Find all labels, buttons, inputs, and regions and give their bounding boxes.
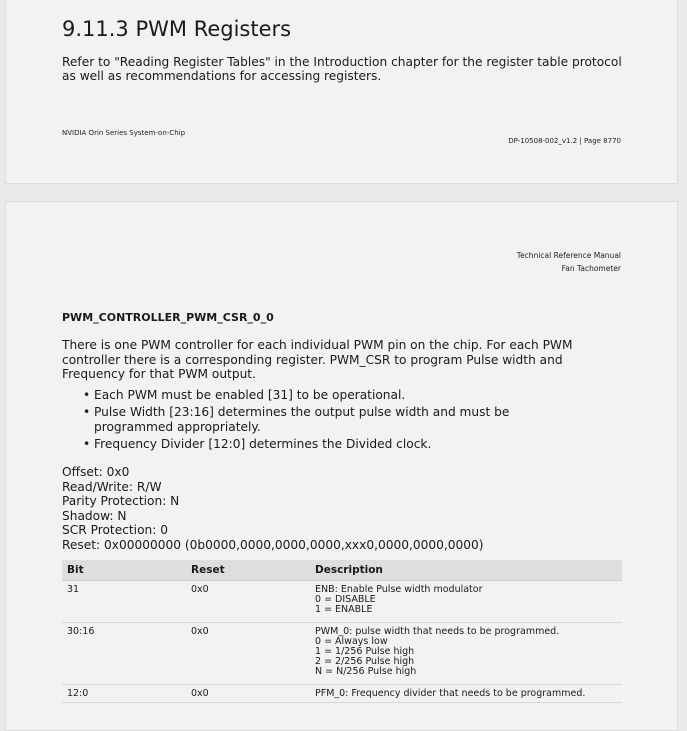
description-line: 0 = Always low	[315, 636, 388, 647]
table-header-row	[62, 560, 622, 581]
document-page-2	[5, 201, 678, 731]
cell-bit: 12:0	[62, 685, 186, 703]
table-row	[62, 685, 622, 703]
header-manual-title: Technical Reference Manual	[516, 251, 621, 260]
description-line: PFM_0: Frequency divider that needs to be programmed.	[315, 688, 586, 699]
prop-scr: SCR Protection: 0	[62, 523, 168, 538]
cell-bit: 31	[62, 581, 186, 623]
document-page-1	[5, 0, 678, 184]
column-header-reset: Reset	[186, 560, 310, 581]
description-line: 2 = 2/256 Pulse high	[315, 656, 415, 667]
footer-page-number: DP-10508-002_v1.2 | Page 8770	[508, 137, 621, 145]
register-description: There is one PWM controller for each individual PWM pin on the chip. For each PWM controller there is a corresponding register. PWM_CSR to program Pulse width and Frequency for that PWM output.	[62, 338, 573, 381]
cell-reset: 0x0	[186, 685, 310, 703]
cell-reset: 0x0	[186, 623, 310, 685]
running-header	[517, 249, 621, 275]
table-row	[62, 581, 622, 623]
intro-paragraph: Refer to "Reading Register Tables" in the Introduction chapter for the register table protocol as well as recommendations for accessing registers.	[62, 55, 622, 83]
register-notes-list	[82, 388, 582, 454]
register-field-table	[62, 560, 622, 703]
register-name: PWM_CONTROLLER_PWM_CSR_0_0	[62, 311, 274, 324]
prop-reset: Reset: 0x00000000 (0b0000,0000,0000,0000,xxx0,0000,0000,0000)	[62, 537, 484, 552]
list-item: • Each PWM must be enabled [31] to be operational.	[82, 388, 582, 403]
prop-read-write: Read/Write: R/W	[62, 479, 162, 494]
footer-product-name: NVIDIA Orin Series System-on-Chip	[62, 129, 186, 137]
section-title: 9.11.3 PWM Registers	[62, 17, 292, 41]
cell-description	[310, 581, 622, 623]
column-header-description: Description	[310, 560, 622, 581]
list-item: • Frequency Divider [12:0] determines the Divided clock.	[82, 437, 582, 452]
prop-offset: Offset: 0x0	[62, 465, 130, 479]
prop-shadow: Shadow: N	[62, 508, 127, 523]
column-header-bit: Bit	[62, 560, 186, 581]
description-line: ENB: Enable Pulse width modulator	[315, 584, 483, 595]
register-properties	[62, 465, 484, 553]
header-chapter-title: Fan Tachometer	[561, 264, 621, 273]
cell-description	[310, 685, 622, 703]
cell-bit: 30:16	[62, 623, 186, 685]
cell-description	[310, 623, 622, 685]
list-item: • Pulse Width [23:16] determines the output pulse width and must be programmed appropriately.	[82, 405, 582, 435]
description-line: PWM_0: pulse width that needs to be programmed.	[315, 626, 560, 637]
table-row	[62, 623, 622, 685]
description-line: N = N/256 Pulse high	[315, 666, 417, 677]
description-line: 1 = ENABLE	[315, 604, 373, 615]
cell-reset: 0x0	[186, 581, 310, 623]
prop-parity: Parity Protection: N	[62, 494, 180, 509]
description-line: 0 = DISABLE	[315, 594, 376, 605]
description-line: 1 = 1/256 Pulse high	[315, 646, 415, 657]
